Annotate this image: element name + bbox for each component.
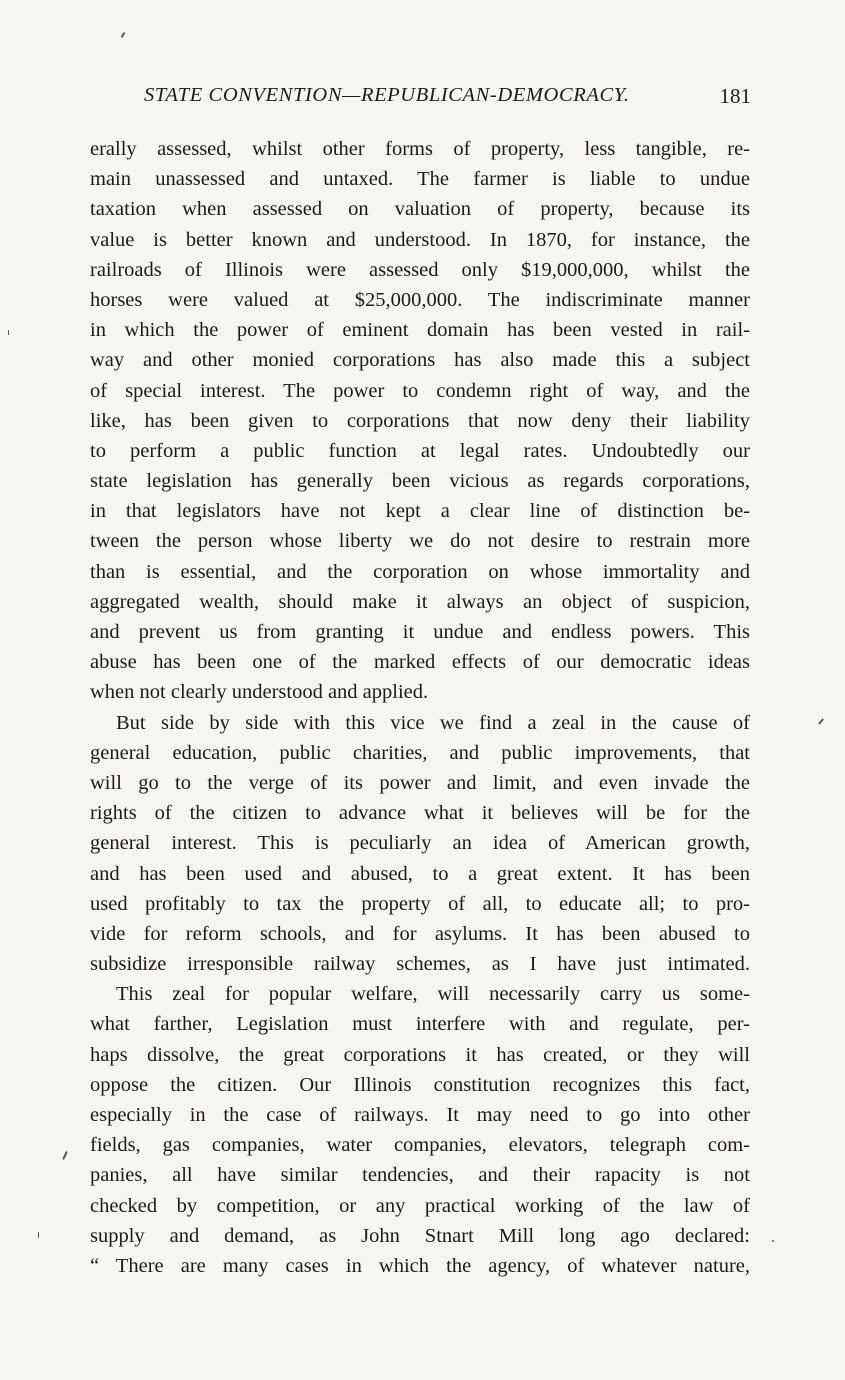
text-line: and has been used and abused, to a great extent. It has been (90, 862, 750, 885)
text-line: erally assessed, whilst other forms of property, less tangible, re- (90, 138, 750, 160)
text-line: checked by competition, or any practical working of the law of (90, 1194, 750, 1217)
text-line: rights of the citizen to advance what it believes will be for the (90, 802, 750, 825)
text-line: oppose the citizen. Our Illinois constitution recognizes this fact, (90, 1073, 750, 1096)
body-text (90, 134, 750, 1281)
text-line: railroads of Illinois were assessed only $19,000,000, whilst the (90, 258, 750, 281)
scan-speck (772, 1240, 774, 1242)
paragraph-first-line: This zeal for popular welfare, will necessarily carry us some- (116, 983, 750, 1006)
text-line: value is better known and understood. In 1870, for instance, the (90, 228, 750, 251)
text-line: taxation when assessed on valuation of property, because its (90, 198, 750, 221)
text-line: way and other monied corporations has also made this a subject (90, 349, 750, 372)
text-line: fields, gas companies, water companies, elevators, telegraph com- (90, 1134, 750, 1157)
text-line: horses were valued at $25,000,000. The indiscriminate manner (90, 288, 750, 311)
text-line: haps dissolve, the great corporations it has created, or they will (90, 1043, 750, 1066)
text-line: subsidize irresponsible railway schemes, as I have just intimated. (90, 953, 750, 976)
scan-speck (62, 1151, 68, 1160)
text-line: “ There are many cases in which the agency, of whatever nature, (90, 1254, 750, 1277)
text-line: than is essential, and the corporation on whose immortality and (90, 560, 750, 583)
text-line: general interest. This is peculiarly an idea of American growth, (90, 832, 750, 855)
text-line: to perform a public function at legal rates. Undoubtedly our (90, 439, 750, 462)
page-number: 181 (719, 84, 751, 108)
text-line: state legislation has generally been vicious as regards corporations, (90, 470, 750, 493)
text-line: abuse has been one of the marked effects of our democratic ideas (90, 651, 750, 674)
text-line: panies, all have similar tendencies, and their rapacity is not (90, 1164, 750, 1187)
text-line: especially in the case of railways. It may need to go into other (90, 1104, 750, 1126)
scan-speck (818, 718, 824, 725)
text-line: of special interest. The power to condemn right of way, and the (90, 379, 750, 402)
text-line: in that legislators have not kept a clear line of distinction be- (90, 500, 750, 523)
scan-speck (121, 32, 126, 38)
text-line: when not clearly understood and applied. (90, 681, 429, 704)
text-line: supply and demand, as John Stnart Mill long ago declared: (90, 1224, 750, 1247)
scan-speck (38, 1232, 39, 1238)
text-line: aggregated wealth, should make it always an object of suspicion, (90, 590, 750, 613)
text-line: and prevent us from granting it undue and endless powers. This (90, 621, 750, 643)
text-line: what farther, Legislation must interfere with and regulate, per- (90, 1013, 750, 1036)
running-title: STATE CONVENTION—REPUBLICAN-DEMOCRACY. (144, 84, 630, 106)
paragraph-first-line: But side by side with this vice we find a zeal in the cause of (116, 711, 750, 734)
text-line: used profitably to tax the property of all, to educate all; to pro- (90, 892, 750, 915)
text-line: will go to the verge of its power and limit, and even invade the (90, 771, 750, 794)
running-head (90, 84, 755, 112)
text-line: like, has been given to corporations that now deny their liability (90, 409, 750, 432)
scan-speck (8, 330, 9, 335)
text-line: tween the person whose liberty we do not desire to restrain more (90, 530, 750, 553)
text-line: in which the power of eminent domain has been vested in rail- (90, 319, 750, 342)
text-line: main unassessed and untaxed. The farmer is liable to undue (90, 168, 750, 191)
text-line: vide for reform schools, and for asylums. It has been abused to (90, 922, 750, 945)
text-line: general education, public charities, and public improvements, that (90, 741, 750, 764)
